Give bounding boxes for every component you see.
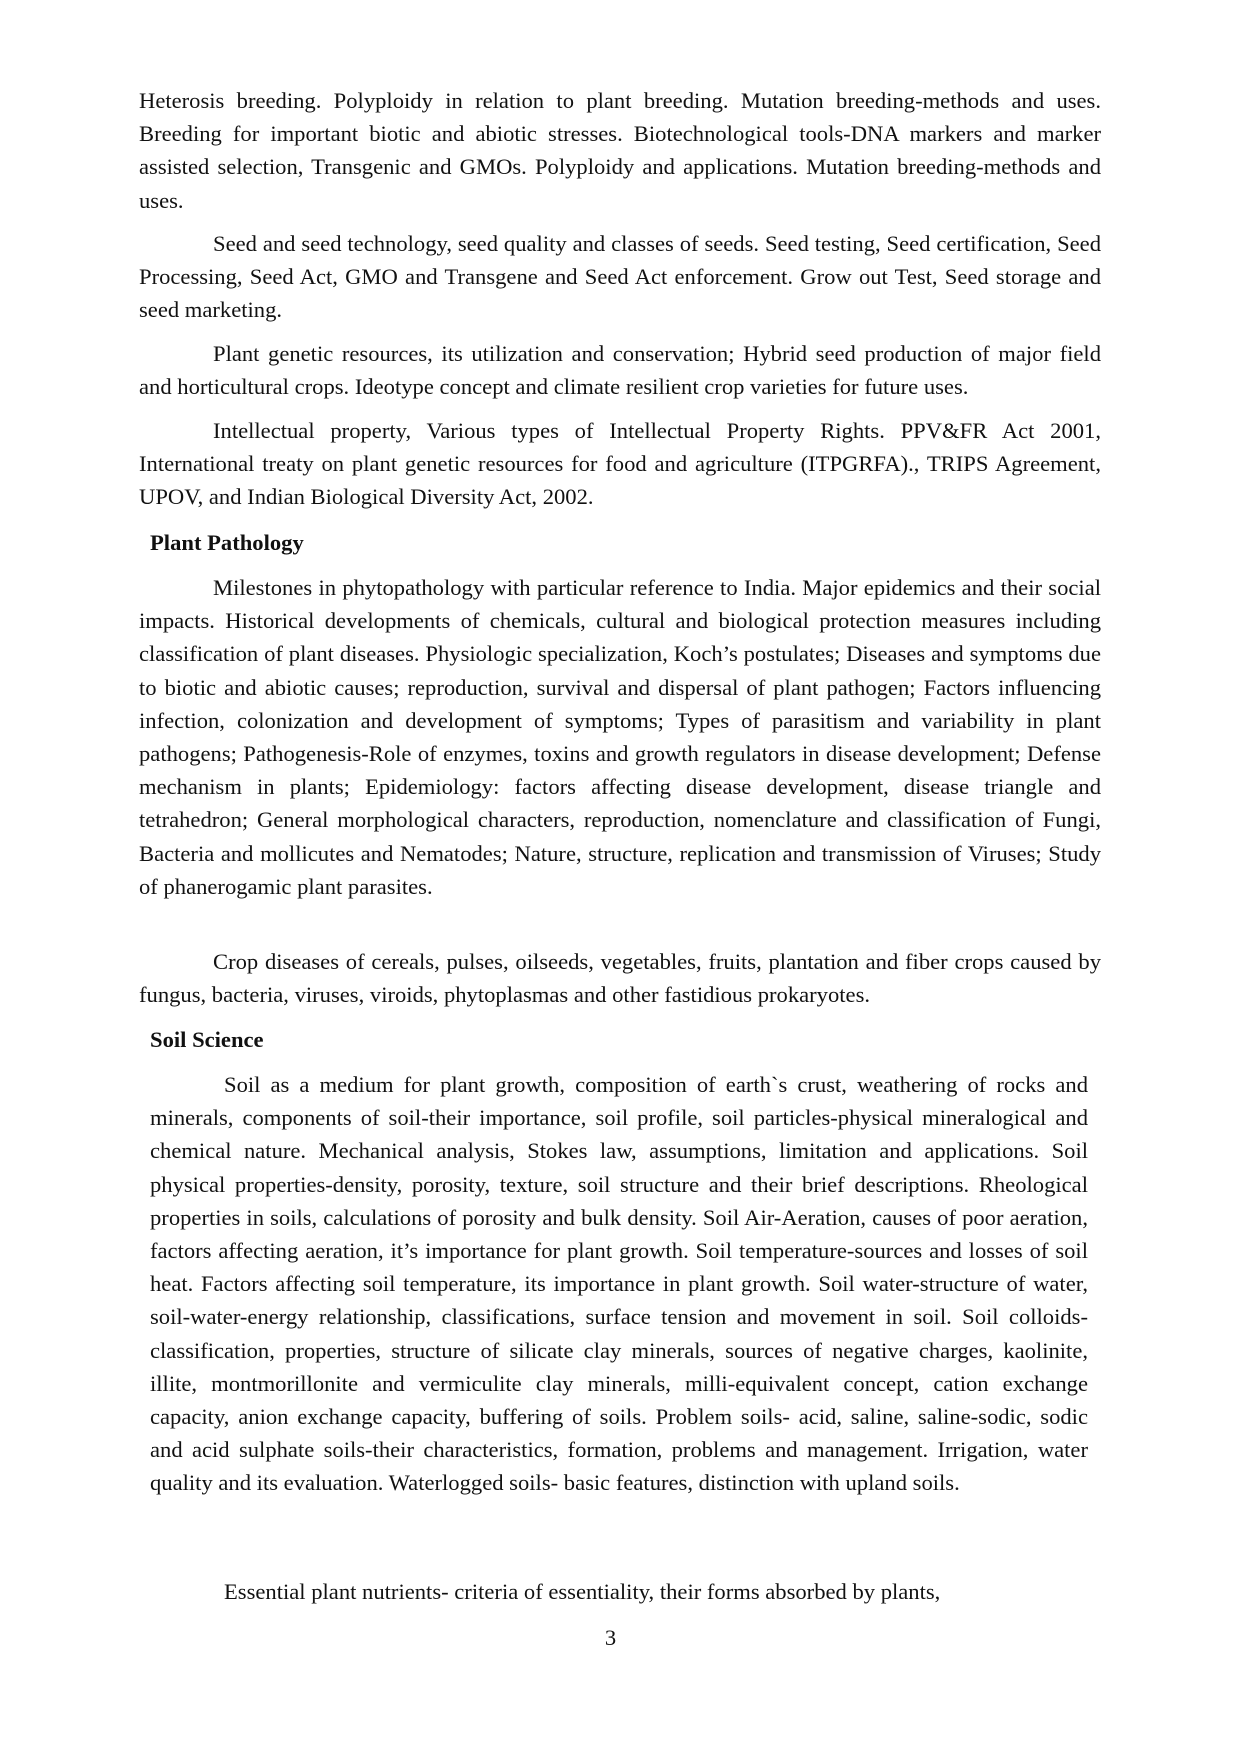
genetics-paragraph-2: Seed and seed technology, seed quality and classes of seeds. Seed testing, Seed certification, Seed Processing, Seed Act, GMO and Transgene and Seed Act enforcement. Grow out Test, Seed storage and seed marketing. xyxy=(139,231,1101,323)
soil-science-paragraph-1: Soil as a medium for plant growth, composition of earth`s crust, weathering of rocks and minerals, components of soil-their importance, soil profile, soil particles-physical mineralogical and chemical nature. Mechanical analysis, Stokes law, assumptions, limitation and applications. Soil physical properties-density, porosity, texture, soil structure and their brief descriptions. Rheological properties in soils, calculations of porosity and bulk density. Soil Air-Aeration, causes of poor aeration, factors affecting aeration, it’s importance for plant growth. Soil temperature-sources and losses of soil heat. Factors affecting soil temperature, its importance in plant growth. Soil water-structure of water, soil-water-energy relationship, classifications, surface tension and movement in soil. Soil colloids-classification, properties, structure of silicate clay minerals, sources of negative charges, kaolinite, illite, montmorillonite and vermiculite clay minerals, milli-equivalent concept, cation exchange capacity, anion exchange capacity, buffering of soils. Problem soils- acid, saline, saline-sodic, sodic and acid sulphate soils-their characteristics, formation, problems and management. Irrigation, water quality and its evaluation. Waterlogged soils- basic features, distinction with upland soils. xyxy=(150,1072,1088,1496)
genetics-paragraph-1: Heterosis breeding. Polyploidy in relation to plant breeding. Mutation breeding-methods and uses. Breeding for important biotic and abiotic stresses. Biotechnological tools-DNA markers and marker assisted selection, Transgenic and GMOs. Polyploidy and applications. Mutation breeding-methods and uses. xyxy=(139,88,1101,213)
section-heading-soil-science: Soil Science xyxy=(150,1027,264,1052)
page-number: 3 xyxy=(604,1625,617,1650)
plant-pathology-paragraph-1: Milestones in phytopathology with particular reference to India. Major epidemics and their social impacts. Historical developments of chemicals, cultural and biological protection measures including classification of plant diseases. Physiologic specialization, Koch’s postulates; Diseases and symptoms due to biotic and abiotic causes; reproduction, survival and dispersal of plant pathogen; Factors influencing infection, colonization and development of symptoms; Types of parasitism and variability in plant pathogens; Pathogenesis-Role of enzymes, toxins and growth regulators in disease development; Defense mechanism in plants; Epidemiology: factors affecting disease development, disease triangle and tetrahedron; General morphological characters, reproduction, nomenclature and classification of Fungi, Bacteria and mollicutes and Nematodes; Nature, structure, replication and transmission of Viruses; Study of phanerogamic plant parasites. xyxy=(139,575,1101,899)
soil-science-paragraph-2: Essential plant nutrients- criteria of essentiality, their forms absorbed by plants, xyxy=(224,1579,941,1604)
genetics-paragraph-3: Plant genetic resources, its utilization and conservation; Hybrid seed production of major field and horticultural crops. Ideotype concept and climate resilient crop varieties for future uses. xyxy=(139,341,1101,400)
section-heading-plant-pathology: Plant Pathology xyxy=(150,530,304,555)
genetics-paragraph-4: Intellectual property, Various types of Intellectual Property Rights. PPV&FR Act 2001, International treaty on plant genetic resources for food and agriculture (ITPGRFA)., TRIPS Agreement, UPOV, and Indian Biological Diversity Act, 2002. xyxy=(139,418,1101,510)
plant-pathology-paragraph-2: Crop diseases of cereals, pulses, oilseeds, vegetables, fruits, plantation and fiber crops caused by fungus, bacteria, viruses, viroids, phytoplasmas and other fastidious prokaryotes. xyxy=(139,949,1101,1008)
